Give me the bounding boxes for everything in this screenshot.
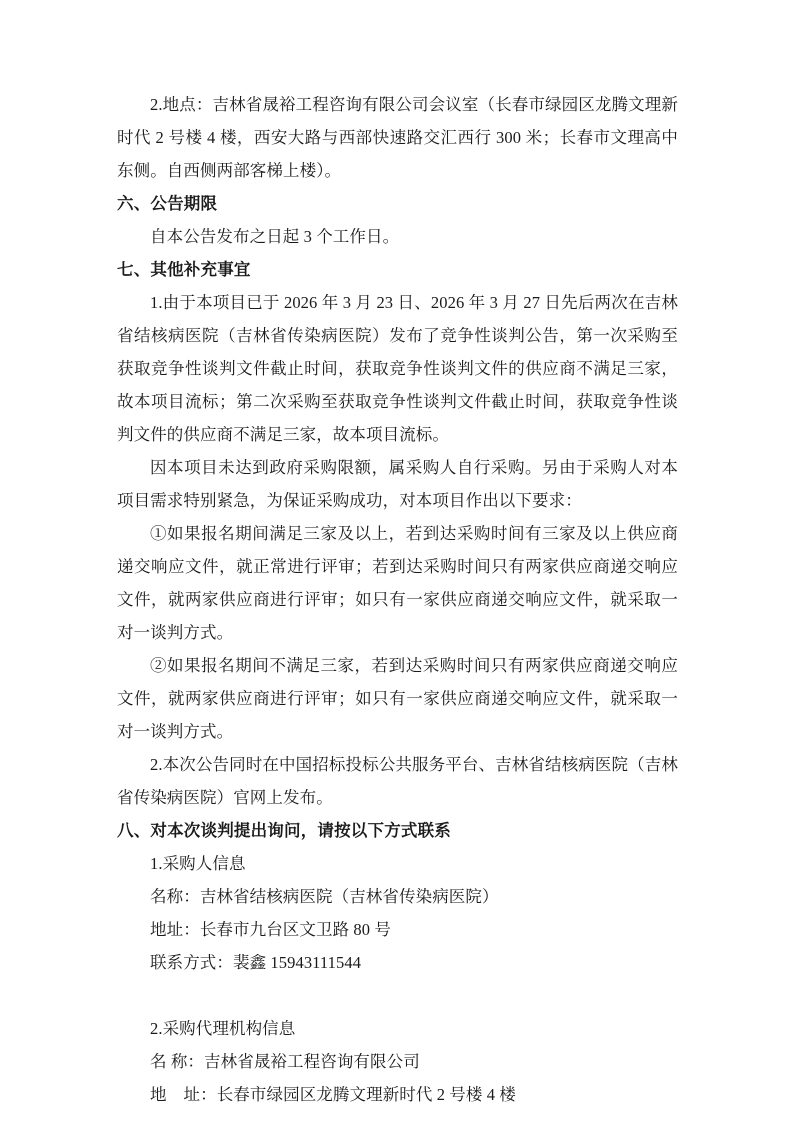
contact-agency-address-value: 长春市绿园区龙腾文理新时代 2 号楼 4 楼 [216, 1085, 516, 1104]
paragraph-publication-channels: 2.本次公告同时在中国招标投标公共服务平台、吉林省结核病医院（吉林省传染病医院）官网上发布。 [117, 755, 678, 807]
contact-purchaser-name [117, 880, 678, 913]
contact-block-spacer [117, 979, 678, 1012]
contact-agency-address [117, 1078, 678, 1111]
paragraph-self-procurement: 因本项目未达到政府采购限额，属采购人自行采购。另由于采购人对本项目需求特别紧急，为保证采购成功，对本项目作出以下要求： [117, 458, 678, 510]
heading-contact-methods: 八、对本次谈判提出询问，请按以下方式联系 [117, 821, 451, 840]
contact-purchaser-address-value: 长春市九台区文卫路 80 号 [199, 920, 391, 939]
paragraph-condition-one: ①如果报名期间满足三家及以上，若到达采购时间有三家及以上供应商递交响应文件，就正常进行评审；若到达采购时间只有两家供应商递交响应文件，就两家供应商进行评审；如只有一家供应商递交响应文件，就采取一对一谈判方式。 [117, 524, 678, 642]
paragraph-failed-tender-history: 1.由于本项目已于 2026 年 3 月 23 日、2026 年 3 月 27 日先后两次在吉林省结核病医院（吉林省传染病医院）发布了竞争性谈判公告，第一次采购至获取竞争性谈判文件截止时间，获取竞争性谈判文件的供应商不满足三家，故本项目流标；第二次采购至获取竞争性谈判文件截止时间，获取竞争性谈判文件的供应商不满足三家，故本项目流标。 [117, 293, 678, 444]
contact-purchaser-name-label: 名称： [150, 887, 200, 906]
contact-agency-name-value: 吉林省晟裕工程咨询有限公司 [204, 1052, 420, 1071]
heading-supplementary-matters: 七、其他补充事宜 [117, 260, 251, 279]
paragraph-announcement-period: 自本公告发布之日起 3 个工作日。 [150, 227, 400, 246]
contact-agency-name [117, 1045, 678, 1078]
contact-purchaser-phone [117, 946, 678, 979]
contact-purchaser-address-label: 地址： [150, 920, 200, 939]
contact-purchaser-phone-value: 裴鑫 15943111544 [233, 953, 362, 972]
contact-purchaser-address [117, 913, 678, 946]
contact-purchaser-phone-label: 联系方式： [150, 953, 233, 972]
heading-announcement-period: 六、公告期限 [117, 194, 218, 213]
paragraph-location: 2.地点：吉林省晟裕工程咨询有限公司会议室（长春市绿园区龙腾文理新时代 2 号楼 4 楼，西安大路与西部快速路交汇西行 300 米；长春市文理高中东侧。自西侧两部客梯上楼）。 [117, 95, 678, 180]
document-content [117, 88, 678, 1111]
paragraph-condition-two: ②如果报名期间不满足三家，若到达采购时间只有两家供应商递交响应文件，就两家供应商进行评审；如只有一家供应商递交响应文件，就采取一对一谈判方式。 [117, 656, 678, 741]
contact-title-agency: 2.采购代理机构信息 [150, 1019, 296, 1038]
contact-purchaser-name-value: 吉林省结核病医院（吉林省传染病医院） [199, 887, 499, 906]
contact-agency-name-label: 名 称： [150, 1052, 205, 1071]
contact-title-purchaser: 1.采购人信息 [150, 854, 246, 873]
contact-agency-address-label: 地 址： [150, 1085, 217, 1104]
